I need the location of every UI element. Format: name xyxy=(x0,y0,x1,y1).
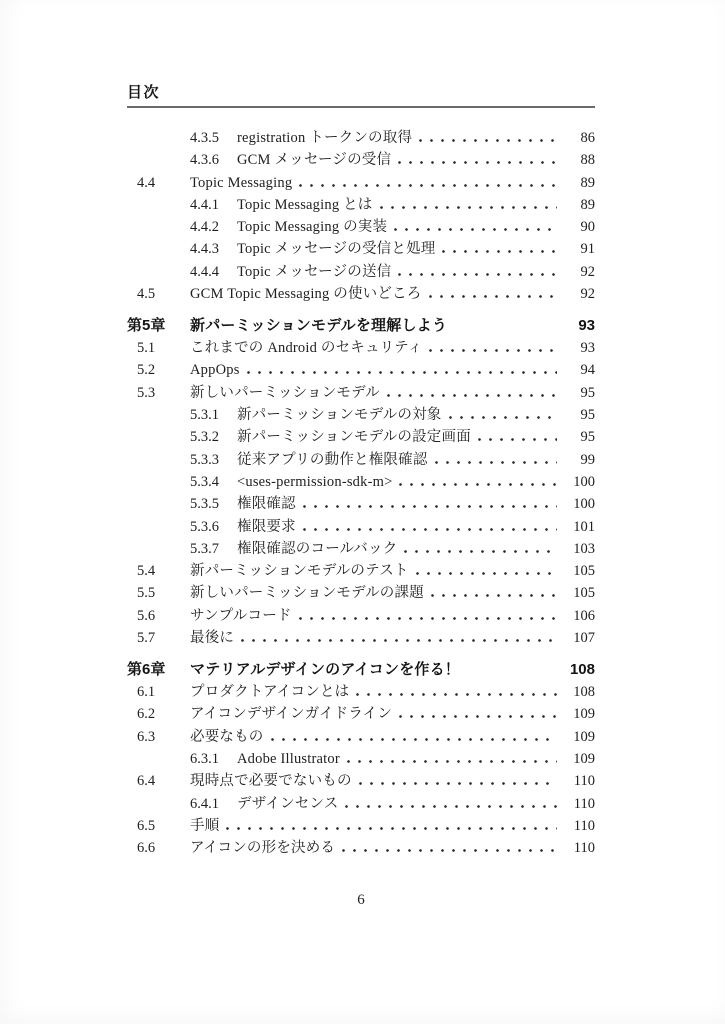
entry-title: 権限確認のコールバック xyxy=(237,540,398,557)
entry-page: 93 xyxy=(578,316,595,334)
entry-number: 6.3 xyxy=(137,728,156,745)
entry-number: 6.3.1 xyxy=(190,751,219,768)
dot-leader xyxy=(399,483,557,486)
entry-number: 5.3.1 xyxy=(190,407,219,424)
dot-leader xyxy=(467,671,557,674)
toc-list xyxy=(127,127,595,860)
toc-entry xyxy=(127,194,595,216)
entry-title: 必要なもの xyxy=(190,728,264,745)
entry-page: 91 xyxy=(580,241,595,258)
entry-number: 5.3 xyxy=(137,384,156,401)
toc-entry xyxy=(127,359,595,381)
dot-leader xyxy=(429,295,558,298)
toc-entry xyxy=(127,337,595,359)
entry-page: 100 xyxy=(573,496,595,513)
entry-page: 108 xyxy=(569,660,595,678)
dot-leader xyxy=(399,715,557,718)
toc-entry xyxy=(127,748,595,770)
toc-entry xyxy=(127,471,595,493)
entry-page: 90 xyxy=(580,219,595,236)
toc-entry xyxy=(127,382,595,404)
entry-page: 89 xyxy=(580,196,595,213)
entry-page: 89 xyxy=(580,174,595,191)
toc-entry xyxy=(127,172,595,194)
entry-title: <uses-permission-sdk-m> xyxy=(237,473,393,490)
dot-leader xyxy=(345,805,557,808)
toc-entry xyxy=(127,659,595,681)
entry-title: プロダクトアイコンとは xyxy=(190,684,350,701)
dot-leader xyxy=(299,617,557,620)
toc-entry xyxy=(127,793,595,815)
entry-number: 4.3.5 xyxy=(190,130,219,146)
entry-number: 6.6 xyxy=(137,840,156,857)
toc-entry xyxy=(127,627,595,649)
dot-leader xyxy=(380,206,558,209)
book-page-content xyxy=(127,84,595,860)
dot-leader xyxy=(303,505,557,508)
entry-title: 現時点で必要でないもの xyxy=(190,773,352,790)
toc-entry xyxy=(127,538,595,560)
entry-title: Adobe Illustrator xyxy=(237,751,340,768)
entry-page: 109 xyxy=(573,751,595,768)
entry-page: 110 xyxy=(573,773,595,790)
toc-entry xyxy=(127,493,595,515)
toc-entry xyxy=(127,681,595,703)
entry-number: 5.7 xyxy=(137,630,156,647)
entry-page: 109 xyxy=(573,706,595,723)
entry-title: 新しいパーミッションモデルの課題 xyxy=(190,585,424,602)
toc-entry xyxy=(127,815,595,837)
entry-number: 5.3.6 xyxy=(190,518,219,535)
toc-entry xyxy=(127,605,595,627)
entry-number: 5.3.4 xyxy=(190,473,219,490)
toc-entry xyxy=(127,582,595,604)
dot-leader xyxy=(416,572,557,575)
entry-page: 103 xyxy=(573,540,595,557)
entry-title: 新パーミッションモデルを理解しよう xyxy=(190,316,448,334)
entry-title: 従来アプリの動作と権限確認 xyxy=(237,451,428,468)
entry-title: AppOps xyxy=(190,362,240,379)
entry-number: 5.2 xyxy=(137,362,156,379)
entry-number: 6.1 xyxy=(137,684,156,701)
toc-heading: 目次 xyxy=(127,84,161,101)
entry-page: 95 xyxy=(580,429,595,446)
entry-title: アイコンデザインガイドライン xyxy=(190,706,393,723)
entry-title: 新パーミッションモデルの対象 xyxy=(237,407,442,424)
entry-page: 101 xyxy=(573,518,595,535)
entry-number: 4.4.4 xyxy=(190,263,219,280)
toc-entry xyxy=(127,703,595,725)
entry-page: 86 xyxy=(580,130,595,146)
dot-leader xyxy=(429,349,557,352)
entry-number: 5.3.2 xyxy=(190,429,219,446)
entry-title: Topic Messaging とは xyxy=(237,196,373,213)
entry-page: 93 xyxy=(580,340,595,357)
entry-page: 107 xyxy=(573,630,595,647)
entry-page: 106 xyxy=(573,607,595,624)
entry-title: 権限要求 xyxy=(237,518,296,535)
entry-page: 110 xyxy=(573,817,595,834)
dot-leader xyxy=(387,394,557,397)
entry-number: 6.4 xyxy=(137,773,156,790)
entry-title: 新しいパーミッションモデル xyxy=(190,384,380,401)
toc-entry xyxy=(127,516,595,538)
entry-page: 105 xyxy=(573,563,595,580)
dot-leader xyxy=(398,273,557,276)
entry-number: 4.4.2 xyxy=(190,219,219,236)
dot-leader xyxy=(449,416,558,419)
entry-title: 新パーミッションモデルの設定画面 xyxy=(237,429,471,446)
entry-number: 5.4 xyxy=(137,563,156,580)
toc-entry xyxy=(127,837,595,859)
entry-page: 99 xyxy=(580,451,595,468)
entry-page: 109 xyxy=(573,728,595,745)
entry-title: マテリアルデザインのアイコンを作る！ xyxy=(190,660,461,678)
entry-page: 92 xyxy=(580,263,595,280)
dot-leader xyxy=(419,139,557,142)
toc-entry xyxy=(127,404,595,426)
entry-number: 5.1 xyxy=(137,340,156,357)
dot-leader xyxy=(271,738,558,741)
entry-title: 権限確認 xyxy=(237,496,296,513)
entry-title: 新パーミッションモデルのテスト xyxy=(190,563,409,580)
entry-page: 100 xyxy=(573,473,595,490)
entry-page: 95 xyxy=(580,407,595,424)
toc-entry xyxy=(127,261,595,283)
entry-title: registration トークンの取得 xyxy=(237,130,413,146)
toc-entry xyxy=(127,216,595,238)
entry-number: 5.3.3 xyxy=(190,451,219,468)
entry-number: 6.2 xyxy=(137,706,156,723)
dot-leader xyxy=(478,438,557,441)
entry-title: デザインセンス xyxy=(237,795,339,812)
dot-leader xyxy=(431,594,557,597)
entry-title: これまでの Android のセキュリティ xyxy=(190,340,423,357)
entry-title: Topic メッセージの受信と処理 xyxy=(237,241,436,258)
toc-entry xyxy=(127,449,595,471)
entry-title: GCM メッセージの受信 xyxy=(237,152,392,169)
dot-leader xyxy=(241,639,557,642)
entry-number: 第5章 xyxy=(127,316,166,334)
entry-number: 4.4.1 xyxy=(190,196,219,213)
entry-number: 4.5 xyxy=(137,286,156,303)
toc-entry xyxy=(127,426,595,448)
dot-leader xyxy=(303,528,557,531)
entry-title: Topic Messaging の実装 xyxy=(237,219,388,236)
dot-leader xyxy=(342,849,557,852)
entry-page: 95 xyxy=(580,384,595,401)
entry-page: 94 xyxy=(580,362,595,379)
entry-title: Topic メッセージの送信 xyxy=(237,263,392,280)
entry-number: 5.3.7 xyxy=(190,540,219,557)
entry-page: 110 xyxy=(573,795,595,812)
entry-number: 5.5 xyxy=(137,585,156,602)
toc-entry xyxy=(127,560,595,582)
toc-entry xyxy=(127,726,595,748)
toc-entry xyxy=(127,238,595,260)
entry-number: 5.6 xyxy=(137,607,156,624)
entry-number: 第6章 xyxy=(127,660,166,678)
entry-number: 4.4.3 xyxy=(190,241,219,258)
dot-leader xyxy=(347,760,557,763)
entry-title: サンプルコード xyxy=(190,607,292,624)
entry-number: 6.4.1 xyxy=(190,795,219,812)
dot-leader xyxy=(359,782,557,785)
entry-title: GCM Topic Messaging の使いどころ xyxy=(190,286,422,303)
entry-title: アイコンの形を決める xyxy=(190,840,336,857)
dot-leader xyxy=(299,184,557,187)
toc-entry xyxy=(127,127,595,149)
toc-entry xyxy=(127,315,595,337)
dot-leader xyxy=(394,228,557,231)
entry-number: 4.3.6 xyxy=(190,152,219,169)
toc-entry xyxy=(127,283,595,305)
toc-entry xyxy=(127,770,595,792)
toc-entry xyxy=(127,149,595,171)
page-number: 6 xyxy=(357,892,365,908)
entry-title: 最後に xyxy=(190,630,235,647)
header-rule xyxy=(127,106,595,108)
dot-leader xyxy=(454,327,557,330)
entry-title: 手順 xyxy=(190,817,220,834)
dot-leader xyxy=(398,161,557,164)
entry-page: 88 xyxy=(580,152,595,169)
entry-page: 105 xyxy=(573,585,595,602)
dot-leader xyxy=(404,550,557,553)
entry-page: 110 xyxy=(573,840,595,857)
entry-number: 6.5 xyxy=(137,817,156,834)
dot-leader xyxy=(356,693,557,696)
dot-leader xyxy=(435,461,557,464)
entry-number: 4.4 xyxy=(137,174,156,191)
dot-leader xyxy=(442,250,557,253)
entry-page: 108 xyxy=(573,684,595,701)
entry-page: 92 xyxy=(580,286,595,303)
entry-number: 5.3.5 xyxy=(190,496,219,513)
dot-leader xyxy=(226,827,557,830)
entry-title: Topic Messaging xyxy=(190,174,293,191)
dot-leader xyxy=(247,371,557,374)
